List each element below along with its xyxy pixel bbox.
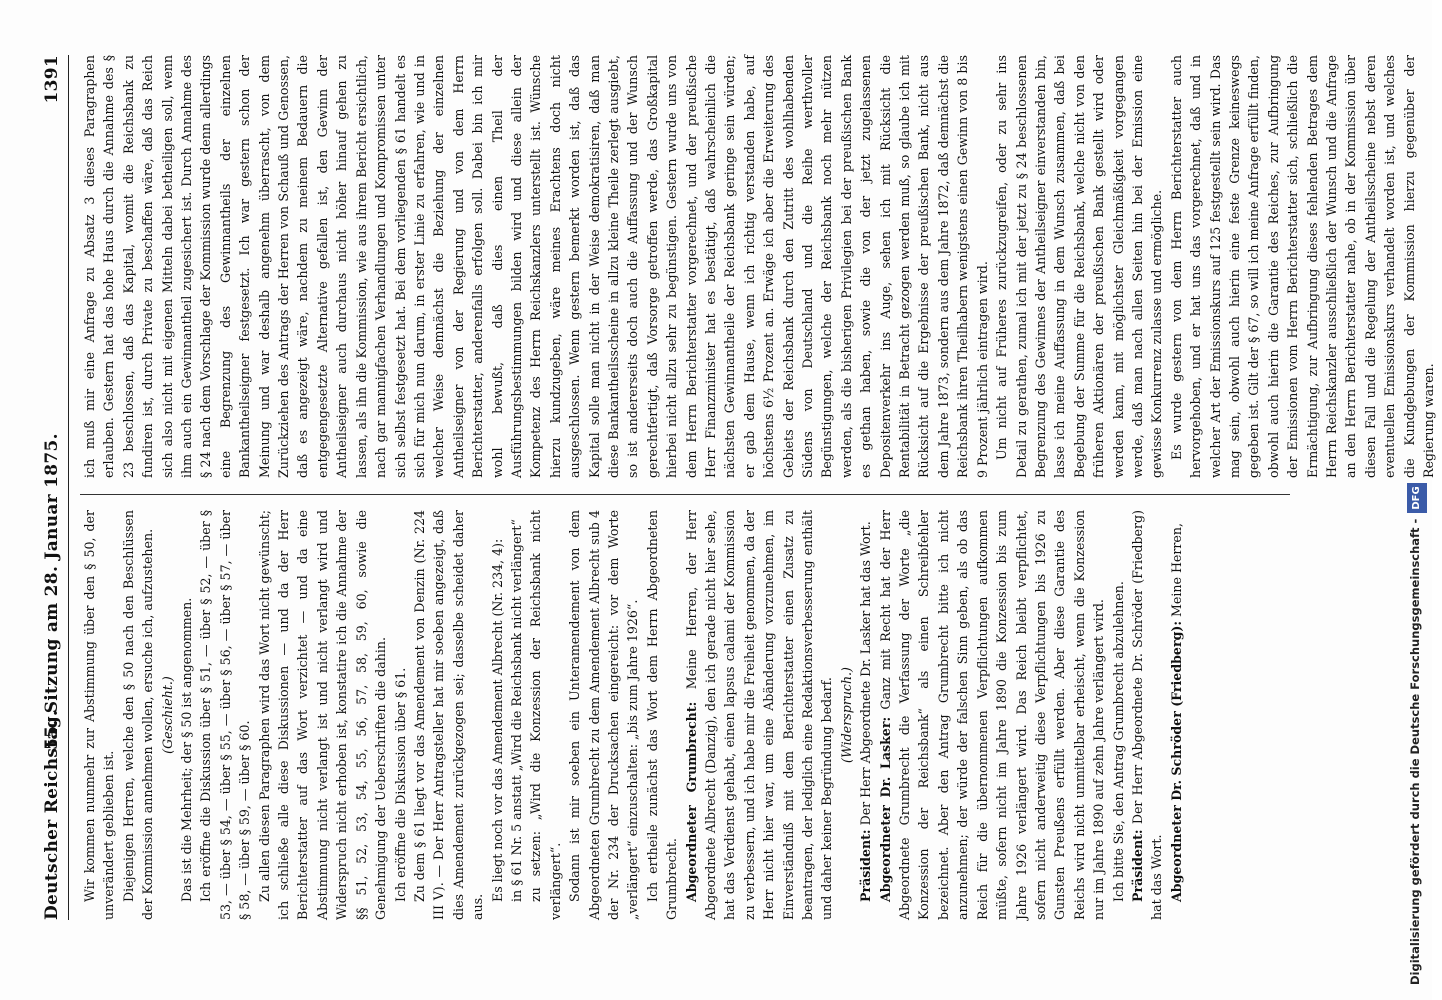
text-paragraph: Um nicht auf Früheres zurückzugreifen, oder zu sehr ins Detail zu gerathen, zumal ich mit der jetzt zu § 24 beschlossenen Begrenzung des Gewinnes der Antheilseigner einverstanden bin, lasse ich meine Auffassung in dem Wunsch zusammen, daß bei Begebung der Summe für die Reichsbank, welche nicht von den früheren Aktionären der preußischen Bank gestellt wird oder werden kann, mit möglichster Gleichmäßigkeit vorgegangen werde, daß man nach allen Seiten hin bei der Emission eine gewisse Konkurrenz zulasse und ermögliche. bbox=[994, 55, 1165, 478]
speaker-name: Abgeordneter Dr. Schröder (Friedberg): bbox=[1168, 621, 1184, 902]
column-divider bbox=[80, 494, 1290, 495]
speech-text: Der Herr Abgeordnete Dr. Lasker hat das Wort. bbox=[858, 521, 874, 830]
text-paragraph: zu setzen: „Wird die Konzession der Reichsbank nicht verlängert“. bbox=[528, 510, 563, 920]
text-paragraph: Zu allen diesen Paragraphen wird das Wort nicht gewünscht; ich schließe alle diese Diskussionen — und da der Herr Berichterstatter auf das Wort verzichtet — und da eine Abstimmung nicht verlangt ist und nicht verlangt wird und Widerspruch nicht erhoben ist, konstatire ich die Annahme der §§ 51, 52, 53, 54, 55, 56, 57, 58, 59, 60, sowie die Genehmigung der Ueberschriften die dahin. bbox=[256, 510, 389, 920]
speaker-name: Präsident: bbox=[858, 829, 874, 902]
speech-paragraph bbox=[1128, 510, 1167, 920]
speech-text: Der Herr Abgeordnete Dr. Schröder (Friedberg) hat das Wort. bbox=[1129, 510, 1165, 920]
text-paragraph: Zu dem § 61 liegt vor das Amendement von Denzin (Nr. 224 III V). — Der Herr Antragsteller hat mir soeben angezeigt, daß dies Amendement zurückgezogen sei; dasselbe scheidet daher aus. bbox=[411, 510, 486, 920]
text-paragraph: Das ist die Mehrheit; der § 50 ist angenommen. bbox=[179, 597, 195, 902]
speaker-name: Präsident: bbox=[1129, 829, 1145, 902]
text-paragraph: Es liegt noch vor das Amendement Albrecht (Nr. 234, 4): bbox=[489, 538, 505, 902]
text-paragraph: Sodann ist mir soeben ein Unteramendement von dem Abgeordneten Grumbrecht zu dem Amendement Albrecht sub 4 der Nr. 234 der Drucksachen eingereicht: vor dem Worte „verlängert“ einzuschalten: „bis zum Jahre 1926“. bbox=[567, 510, 641, 920]
page-number: 1391 bbox=[42, 55, 62, 104]
stage-direction: (Widerspruch.) bbox=[838, 667, 854, 763]
digitization-note-text: Digitalisierung gefördert durch die Deutsche Forschungsgemeinschaft - bbox=[1408, 518, 1422, 985]
text-paragraph: Diejenigen Herren, welche den § 50 nach den Beschlüssen der Kommission annehmen wollen, ersuche ich, aufzustehen. bbox=[120, 510, 156, 920]
header-title: Deutscher Reichstag. bbox=[42, 709, 62, 920]
text-paragraph: Wir kommen nunmehr zur Abstimmung über den § 50, der unverändert geblieben ist. bbox=[82, 510, 117, 920]
speech-text: Ganz mit Recht hat der Herr Abgeordnete Grumbrecht die Verfassung der Worte „die Konzession der Reichsbank“ als einen Schreibfehler bezeichnet. Aber den Antrag Grumbrecht bitte ich nicht anzunehmen; der würde der falschen Sinn geben, als ob das Reich für die übernommenen Verpflichtungen aufkommen müßte, sofern nicht im Jahre 1890 die Konzession bis zum Jahre 1926 verlängert wird. Das Reich bleibt verpflichtet, sofern nicht anderweitig diese Verpflichtungen bis 1926 zu Gunsten Preußens erfüllt werden. Aber diese Garantie des Reichs wird nicht unmittelbar erheischt, wenn die Konzession nur im Jahre 1890 auf zehn Jahre verlängert wird. bbox=[877, 510, 1107, 920]
text-paragraph: ich muß mir eine Anfrage zu Absatz 3 dieses Paragraphen erlauben. Gestern hat das hohe Haus durch die Annahme des § 23 beschlossen, daß das Kapital, womit die Reichsbank zu fundiren ist, durch Private zu beschaffen wäre, daß das Reich sich also nicht mit eigenen Mitteln dabei betheiligen soll, wenn ihm auch ein Gewinnantheil zugesichert ist. Durch Annahme des § 24 nach dem Vorschlage der Kommission wurde denn allerdings eine Begrenzung des Gewinnantheils der einzelnen Bankantheilseigner festgesetzt. Ich war gestern schon der Meinung und war deshalb angenehm überrascht, von dem Zurückziehen des Antrags der Herren von Schauß und Genossen, daß es angezeigt wäre, nachdem zu meinem Bedauern die entgegengesetzte Alternative gefallen ist, den Gewinn der Antheilseigner auch durchaus nicht höher hinauf gehen zu lassen, als ihn die Kommission, wie aus ihrem Bericht ersichtlich, nach gar mannigfachen Verhandlungen und Kompromissen unter sich selbst festgesetzt hat. Bei dem vorliegenden § 61 handelt es sich für mich nun darum, in erster Linie zu erfahren, wie und in welcher Weise demnächst die Beziehung der einzelnen Antheilseigner von der Regierung und von dem Herrn Berichterstatter, anderenfalls erfolgen soll. Dabei bin ich mir wohl bewußt, daß dies einen Theil der Ausführungsbestimmungen bilden wird und diese allein der Kompetenz des Herrn Reichskanzlers unterstellt ist. Wünsche hierzu kundzugeben, wäre meines Erachtens doch nicht ausgeschlossen. Wenn gestern bemerkt worden ist, daß das Kapital solle man nicht in der Weise demokratisiren, daß man diese Bankantheilsscheine in allzu kleine Theile zerlegt ausgiebt, so ist andererseits doch auch die Auffassung und der Wunsch gerechtfertigt, daß Vorsorge getroffen werde, das Großkapital hierbei nicht allzu sehr zu begünstigen. Gestern wurde uns von dem Herrn Berichterstatter vorgerechnet, und der preußische Herr Finanzminister hat es bestätigt, daß wahrscheinlich die nächsten Gewinnantheile der Reichsbank geringe sein würden; er gab dem Hause, wenn ich richtig verstanden habe, auf höchstens 6½ Prozent an. Erwäge ich aber die Erweiterung des Gebiets der Reichsbank durch den Zutritt des wohlhabenden Südens von Deutschland und die Reihe werthvoller Begünstigungen, welche der Reichsbank noch mehr nützen werden, als die bisherigen Privilegien bei der preußischen Bank es gethan haben, sowie die von der jetzt zugelassenen Depositenverkehr ins Auge, sehen ich mit Rücksicht die Rentabilität in Betracht gezogen werden muß, so glaube ich mit Rücksicht auf die Ergebnisse der preußischen Bank, nicht aus dem Jahre 1873, sondern aus dem Jahre 1872, daß demnächst die Reichsbank ihren Theilhabern wenigstens einen Gewinn von 8 bis 9 Prozent jährlich eintragen wird. bbox=[82, 55, 990, 478]
speaker-name: Abgeordneter Grumbrecht: bbox=[683, 701, 699, 902]
text-paragraph: in § 61 Nr. 5 anstatt „Wird die Reichsbank nicht verlängert“ bbox=[508, 519, 524, 902]
right-column bbox=[80, 55, 1437, 478]
text-paragraph: Es wurde gestern von dem Herrn Berichterstatter auch hervorgehoben, und er hat uns das vorgerechnet, daß und in welcher Art der Emissionskurs auf 125 festgestellt sein wird. Das mag sein, obwohl auch hierin eine feste Grenze keineswegs gegeben ist. Gilt der § 67, so will ich meine Anfrage erfüllt finden, obwohl auch hierin die Garantie des Reiches, zur Aufbringung der Emissionen vom Herrn Berichterstatter sich, schließlich die Ermächtigung, zur Aufbringung dieses fehlenden Betrages dem Herrn Reichskanzler ausschließlich der Wunsch und die Anfrage an den Herrn Berichterstatter nahe, ob in der Kommission über diesen Fall und die Regelung der Antheilsscheine nebst deren eventuellen Emissionskurs verhandelt worden ist, und welches die Kundgebungen der Kommission hierzu gegenüber der Regierung waren. bbox=[1168, 55, 1437, 478]
speech-text: Meine Herren, der Herr Abgeordnete Albrecht (Danzig), den ich gerade nicht hier sehe, hat das Verdienst gehabt, einen lapsus calami der Kommission zu verbessern, und ich habe mir die Freiheit genommen, da der Herr nicht hier war, um eine Abänderung vorzunehmen, im Einverständniß mit dem Berichterstatter einen Zusatz zu beantragen, der lediglich eine Redaktionsverbesserung enthält und daher keiner Begründung bedarf. bbox=[683, 510, 835, 920]
text-paragraph: Ich ertheile zunächst das Wort dem Herrn Abgeordneten Grumbrecht. bbox=[644, 510, 680, 920]
page-header bbox=[40, 55, 69, 920]
dfg-logo: DFG bbox=[1407, 483, 1427, 512]
speech-paragraph bbox=[1167, 510, 1186, 920]
text-paragraph: Ich eröffne die Diskussion über § 51, — über § 52, — über § 53, — über § 54, — über § 55, — über § 56, — über § 57, — über § 58, — über § 59, — über § 60. bbox=[198, 510, 253, 920]
header-session: 55. Sitzung am 28. Januar 1875. bbox=[42, 433, 62, 750]
text-paragraph: Ich eröffne die Diskussion über § 61. bbox=[392, 667, 408, 902]
speech-paragraph bbox=[856, 510, 875, 920]
digitization-note bbox=[1395, 0, 1432, 1000]
speech-paragraph bbox=[682, 510, 837, 920]
speaker-name: Abgeordneter Dr. Lasker: bbox=[877, 716, 893, 902]
speech-paragraph bbox=[876, 510, 1109, 920]
left-column bbox=[80, 510, 1350, 920]
stage-direction: (Geschieht.) bbox=[159, 676, 175, 754]
speech-text: Meine Herren, bbox=[1168, 523, 1184, 621]
text-paragraph: Ich bitte Sie, den Antrag Grumbrecht abzulehnen. bbox=[1110, 581, 1126, 902]
